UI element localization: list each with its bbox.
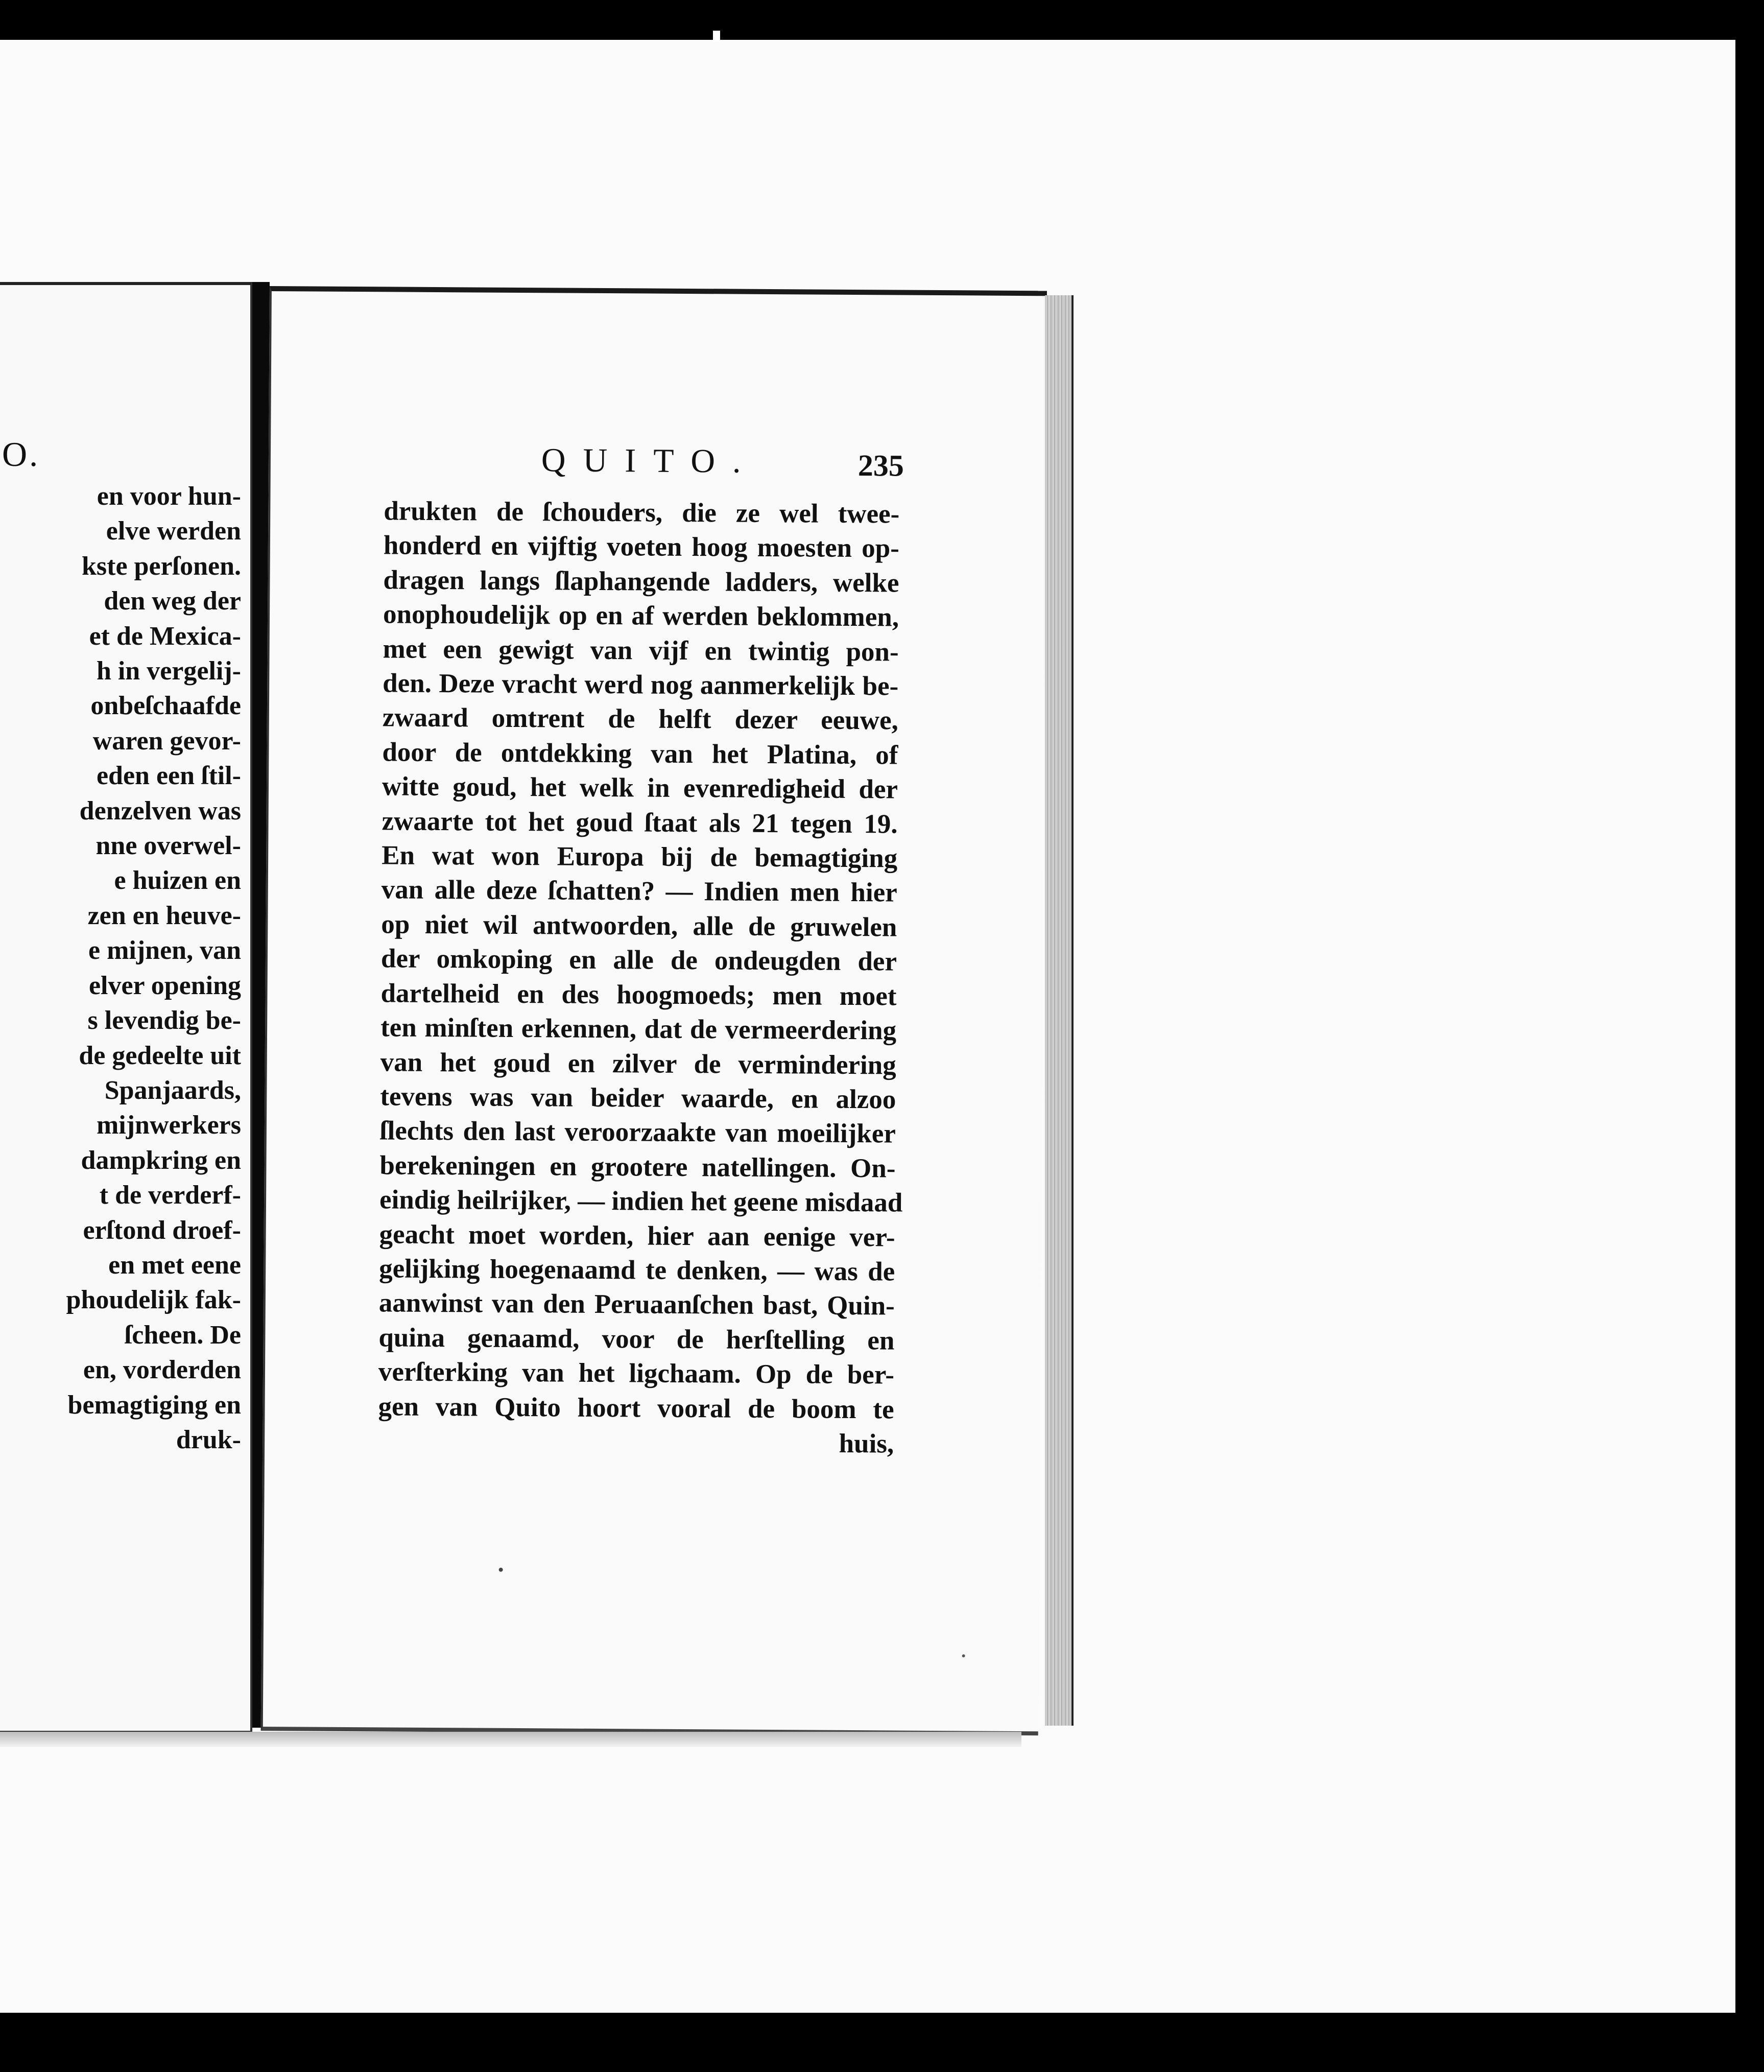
left-line: e mijnen, van	[88, 936, 241, 966]
left-line: s levendig be-	[87, 1006, 241, 1035]
page-number: 235	[857, 449, 904, 483]
left-line: dampkring en	[81, 1145, 241, 1175]
left-line: druk-	[176, 1425, 241, 1454]
body-line: gelijking hoegenaamd te denken, — was de	[379, 1254, 895, 1287]
body-line: gen van Quito hoort vooral de boom te	[378, 1391, 894, 1425]
left-line: erſtond droef-	[83, 1215, 241, 1245]
left-line: Spanjaards,	[104, 1075, 241, 1105]
body-line-catchword: huis,	[839, 1428, 894, 1459]
paper-speck	[962, 1654, 965, 1657]
left-line: ſcheen. De	[124, 1320, 241, 1350]
left-line: en, vorderden	[83, 1355, 241, 1385]
left-line: denzelven was	[79, 796, 241, 826]
body-line: van alle deze ſchatten? — Indien men hier	[381, 875, 897, 908]
body-line: zwaarte tot het goud ſtaat als 21 tegen 19.	[382, 806, 898, 839]
left-line: t de verderf-	[99, 1181, 241, 1210]
body-line: honderd en vijftig voeten hoog moesten op-	[383, 530, 900, 563]
body-line: den. Deze vracht werd nog aanmerkelijk be-	[383, 668, 899, 701]
left-line: mijnwerkers	[96, 1111, 241, 1140]
body-line: geacht moet worden, hier aan eenige ver-	[379, 1219, 895, 1253]
body-line: ſlechts den last veroorzaakte van moeilijker	[379, 1116, 896, 1149]
body-line: van het goud en zilver de vermindering	[380, 1047, 896, 1080]
body-line: berekeningen en grootere natellingen. On-	[379, 1150, 896, 1184]
right-page-text	[378, 494, 903, 1462]
left-line: den weg der	[104, 586, 241, 616]
body-line: onophoudelijk op en af werden beklommen,	[383, 599, 899, 632]
body-line: aanwinst van den Peruaanſchen bast, Quin-	[378, 1288, 895, 1321]
body-line: ten minſten erkennen, dat de vermeerdering	[380, 1013, 897, 1046]
body-line: verſterking van het ligchaam. Op de ber-	[378, 1357, 895, 1390]
left-line: e huizen en	[114, 866, 241, 896]
left-line: de gedeelte uit	[79, 1041, 241, 1070]
body-line: met een gewigt van vijf en twintig pon-	[383, 633, 899, 667]
body-line: drukten de ſchouders, die ze wel twee-	[384, 496, 900, 529]
left-running-head-fragment: O.	[2, 435, 40, 474]
body-line: dragen langs ſlaphangende ladders, welke	[383, 565, 899, 598]
body-line: tevens was van beider waarde, en alzoo	[380, 1081, 896, 1115]
left-line: h in vergelij-	[96, 656, 241, 686]
body-line: op niet wil antwoorden, alle de gruwelen	[381, 909, 897, 943]
left-page	[0, 282, 252, 1735]
left-line: kste perſonen.	[82, 551, 241, 581]
page-edges	[1045, 295, 1074, 1726]
left-line: phoudelijk fak-	[66, 1285, 241, 1315]
book-bottom-shadow	[0, 1732, 1021, 1747]
paper-speck	[499, 1568, 503, 1572]
left-line: eden een ſtil-	[96, 761, 241, 791]
left-line: en met eene	[108, 1250, 241, 1280]
body-line: dartelheid en des hoogmoeds; men moet	[380, 978, 897, 1011]
body-line: zwaard omtrent de helft dezer eeuwe,	[382, 702, 899, 736]
body-line: door de ontdekking van het Platina, of	[382, 737, 898, 770]
body-line: En wat won Europa bij de bemagtiging	[382, 840, 898, 874]
body-line: der omkoping en alle de ondeugden der	[380, 944, 897, 977]
scan-mark	[713, 31, 720, 42]
running-head: QUITO.	[541, 441, 758, 480]
left-line: zen en heuve-	[87, 901, 241, 930]
left-line: en voor hun-	[97, 482, 241, 511]
scan-border	[1735, 40, 1764, 2013]
body-line: quina genaamd, voor de herſtelling en	[378, 1323, 895, 1356]
left-line: elve werden	[106, 516, 241, 546]
body-line: witte goud, het welk in evenredigheid der	[382, 771, 898, 805]
left-line: onbeſchaafde	[90, 691, 241, 721]
right-page	[261, 286, 1047, 1735]
body-line: eindig heilrijker, — indien het geene misdaad	[379, 1185, 903, 1218]
left-line: et de Mexica-	[89, 621, 241, 651]
left-line: nne overwel-	[96, 831, 241, 861]
left-line: waren gevor-	[92, 726, 241, 756]
left-page-text	[1, 479, 241, 1457]
left-line: bemagtiging en	[67, 1390, 241, 1420]
left-line: elver opening	[88, 971, 241, 1000]
